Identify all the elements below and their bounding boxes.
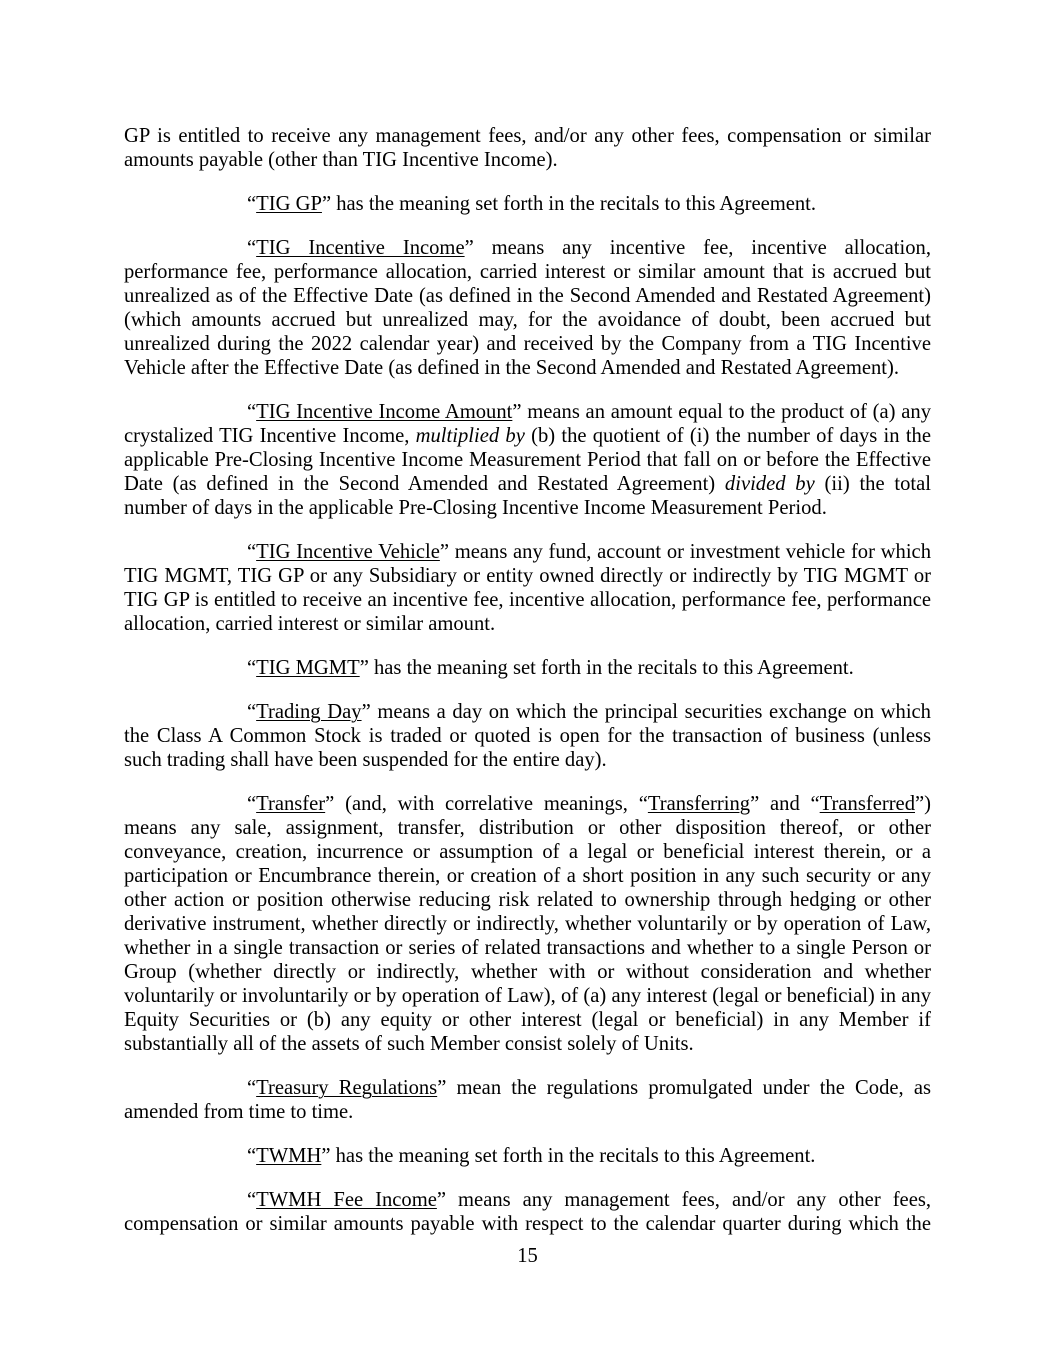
open-quote: “ (247, 1189, 257, 1211)
page-number: 15 (517, 1245, 538, 1267)
definition-text: ” (and, with correlative meanings, “ (325, 793, 648, 815)
definition-treasury-regulations (124, 1076, 931, 1124)
defined-term: TIG MGMT (256, 657, 360, 679)
definition-text: ” means an amount equal to the product of (a) any crystalized TIG Incentive Income, (124, 401, 931, 447)
open-quote: “ (247, 1145, 257, 1167)
defined-term: TIG Incentive Income (256, 237, 465, 259)
definition-text: ” has the meaning set forth in the recitals to this Agreement. (359, 657, 854, 679)
open-quote: “ (247, 541, 257, 563)
italic-text: divided by (724, 473, 815, 495)
open-quote: “ (247, 193, 257, 215)
definition-text: ” means any management fees, and/or any other fees, compensation or similar amounts payable with respect to the calendar quarter during which the (124, 1189, 931, 1235)
definition-trading-day (124, 700, 931, 772)
definition-twmh-fee-income (124, 1188, 931, 1236)
definition-tig-incentive-income (124, 236, 931, 380)
definition-tig-gp (124, 192, 931, 216)
open-quote: “ (247, 237, 257, 259)
defined-term: Treasury Regulations (256, 1077, 438, 1099)
defined-term: TWMH (256, 1145, 322, 1167)
defined-term: Transferring (647, 793, 751, 815)
definition-text: (b) the quotient of (i) the number of days in the applicable Pre-Closing Incentive Income Measurement Period that fall on or before the Effective Date (as defined in the Second Amended and Restated Agreement) (124, 425, 931, 495)
defined-term: TIG Incentive Income Amount (256, 401, 513, 423)
open-quote: “ (247, 793, 257, 815)
definition-text: ” has the meaning set forth in the recitals to this Agreement. (321, 1145, 816, 1167)
open-quote: “ (247, 1077, 257, 1099)
defined-term: Transfer (256, 793, 326, 815)
definition-text: ” and “ (750, 793, 820, 815)
definition-text: ” mean the regulations promulgated under the Code, as amended from time to time. (124, 1077, 932, 1123)
paragraph-continued (124, 124, 931, 172)
definition-tig-incentive-income-amount (124, 400, 931, 520)
open-quote: “ (247, 701, 257, 723)
definition-text: ”) means any sale, assignment, transfer, distribution or other disposition thereof, or other conveyance, creation, incurrence or assumption of a legal or beneficial interest therein, or a participation or Encumbrance therein, or creation of a short position in any such security or any other action or position otherwise reducing risk related to ownership through hedging or other derivative instrument, whether directly or indirectly, whether voluntarily or by operation of Law, whether in a single transaction or series of related transactions and whether to a single Person or Group (whether directly or indirectly, whether with or without consideration and whether voluntarily or involuntarily or by operation of Law), of (a) any interest (legal or beneficial) in any Equity Securities or (b) any equity or other interest (legal or beneficial) in any Member if substantially all of the assets of such Member consist solely of Units. (124, 793, 931, 1055)
definition-text: ” means any fund, account or investment vehicle for which TIG MGMT, TIG GP or any Subsidiary or entity owned directly or indirectly by TIG MGMT or TIG GP is entitled to receive an incentive fee, incentive allocation, performance fee, performance allocation, carried interest or similar amount. (124, 541, 931, 635)
italic-text: multiplied by (415, 425, 525, 447)
definition-tig-mgmt (124, 656, 931, 680)
definition-tig-incentive-vehicle (124, 540, 931, 636)
definition-twmh (124, 1144, 931, 1168)
defined-term: TIG Incentive Vehicle (256, 541, 440, 563)
definition-text: ” has the meaning set forth in the recitals to this Agreement. (321, 193, 817, 215)
definition-transfer (124, 792, 931, 1056)
defined-term: TWMH Fee Income (256, 1189, 437, 1211)
definition-text: ” means a day on which the principal securities exchange on which the Class A Common Stock is traded or quoted is open for the transaction of business (unless such trading shall have been suspended for the entire day). (124, 701, 931, 771)
definition-text: ” means any incentive fee, incentive allocation, performance fee, performance allocation, carried interest or similar amount that is accrued but unrealized as of the Effective Date (as defined in the Second Amended and Restated Agreement) (which amounts accrued but unrealized may, for the avoidance of doubt, been accrued but unrealized during the 2022 calendar year) and received by the Company from a TIG Incentive Vehicle after the Effective Date (as defined in the Second Amended and Restated Agreement). (124, 237, 931, 379)
open-quote: “ (247, 401, 257, 423)
paragraph-text: GP is entitled to receive any management fees, and/or any other fees, compensation or similar amounts payable (other than TIG Incentive Income). (124, 125, 931, 171)
open-quote: “ (247, 657, 257, 679)
defined-term: TIG GP (256, 193, 322, 215)
definition-text: (ii) the total number of days in the applicable Pre-Closing Incentive Income Measurement Period. (124, 473, 931, 519)
defined-term: Transferred (819, 793, 915, 815)
defined-term: Trading Day (256, 701, 362, 723)
